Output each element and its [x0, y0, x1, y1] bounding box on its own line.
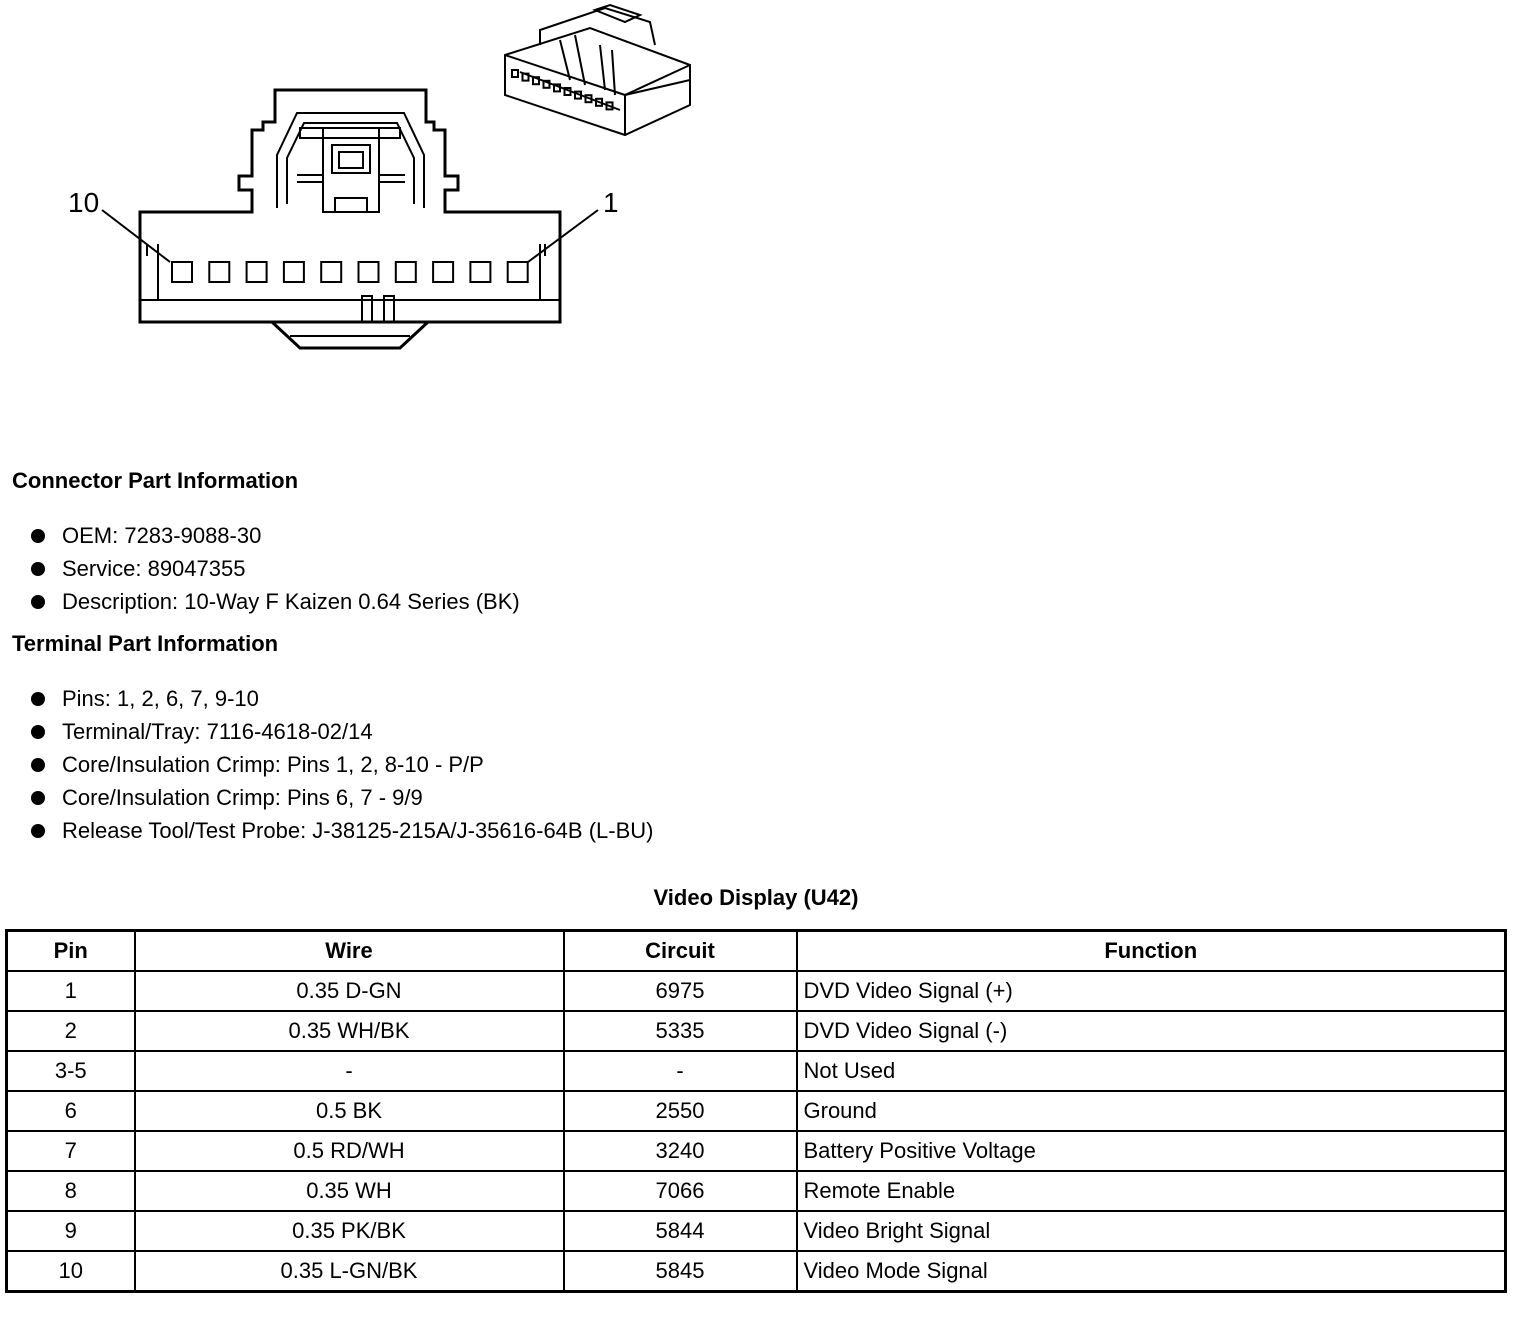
terminal-part-info-list [28, 682, 653, 847]
bullet-text: Core/Insulation Crimp: Pins 1, 2, 8-10 - P/P [62, 752, 484, 777]
cell-wire: 0.35 WH [135, 1171, 564, 1211]
bullet-item [28, 814, 653, 847]
column-header-pin: Pin [7, 931, 135, 972]
cell-circuit: 5335 [564, 1011, 797, 1051]
pin-cavity-7 [284, 262, 304, 282]
bullet-icon [31, 725, 45, 739]
bullet-text: OEM: 7283-9088-30 [62, 523, 262, 548]
table-row [7, 1091, 1506, 1131]
bullet-text: Pins: 1, 2, 6, 7, 9-10 [62, 686, 259, 711]
cell-circuit: 6975 [564, 971, 797, 1011]
pin-10-label: 10 [68, 187, 100, 218]
cell-function: Ground [797, 1091, 1506, 1131]
bullet-icon [31, 791, 45, 805]
bullet-item [28, 748, 653, 781]
pinout-table [5, 929, 1507, 1293]
bullet-item [28, 585, 520, 618]
pin-1-label: 1 [603, 187, 619, 218]
connector-part-info-list [28, 519, 520, 618]
cell-circuit: 5844 [564, 1211, 797, 1251]
cell-circuit: 7066 [564, 1171, 797, 1211]
cell-function: Remote Enable [797, 1171, 1506, 1211]
bullet-text: Description: 10-Way F Kaizen 0.64 Series (BK) [62, 589, 520, 614]
bullet-icon [31, 692, 45, 706]
cell-function: Not Used [797, 1051, 1506, 1091]
table-row [7, 1171, 1506, 1211]
table-header-row [7, 931, 1506, 972]
cell-wire: 0.5 RD/WH [135, 1131, 564, 1171]
pin-10-leader [102, 210, 170, 262]
cell-pin: 9 [7, 1211, 135, 1251]
pin-cavity-9 [209, 262, 229, 282]
bullet-icon [31, 824, 45, 838]
bullet-text: Terminal/Tray: 7116-4618-02/14 [62, 719, 373, 744]
cell-pin: 3-5 [7, 1051, 135, 1091]
pin-cavity-4 [396, 262, 416, 282]
bullet-icon [31, 758, 45, 772]
cell-wire: 0.35 PK/BK [135, 1211, 564, 1251]
cell-function: DVD Video Signal (-) [797, 1011, 1506, 1051]
cell-wire: - [135, 1051, 564, 1091]
table-row [7, 1211, 1506, 1251]
bullet-text: Service: 89047355 [62, 556, 246, 581]
bullet-item [28, 682, 653, 715]
bullet-icon [31, 529, 45, 543]
column-header-wire: Wire [135, 931, 564, 972]
bullet-item [28, 552, 520, 585]
cell-function: Video Mode Signal [797, 1251, 1506, 1292]
pin-cavity-3 [433, 262, 453, 282]
table-row [7, 971, 1506, 1011]
cell-pin: 10 [7, 1251, 135, 1292]
cell-pin: 2 [7, 1011, 135, 1051]
terminal-part-info-heading: Terminal Part Information [12, 631, 279, 656]
pin-cavity-8 [247, 262, 267, 282]
iso-slot [512, 70, 518, 77]
table-row [7, 1251, 1506, 1292]
bullet-item [28, 715, 653, 748]
table-row [7, 1011, 1506, 1051]
connector-3d-view [505, 5, 690, 135]
bullet-item [28, 781, 653, 814]
cell-wire: 0.5 BK [135, 1091, 564, 1131]
bullet-text: Core/Insulation Crimp: Pins 6, 7 - 9/9 [62, 785, 423, 810]
table-title: Video Display (U42) [653, 885, 859, 910]
connector-part-info-heading: Connector Part Information [12, 468, 299, 493]
bullet-text: Release Tool/Test Probe: J-38125-215A/J-35616-64B (L-BU) [62, 818, 654, 843]
pin-cavity-1 [508, 262, 528, 282]
cell-circuit: 3240 [564, 1131, 797, 1171]
bullet-icon [31, 595, 45, 609]
cell-circuit: 5845 [564, 1251, 797, 1292]
pin-cavity-5 [359, 262, 379, 282]
connector-inner-outline [158, 244, 540, 300]
cell-pin: 6 [7, 1091, 135, 1131]
pin-1-leader [528, 210, 598, 262]
cell-pin: 7 [7, 1131, 135, 1171]
table-row [7, 1131, 1506, 1171]
column-header-function: Function [797, 931, 1506, 972]
cell-function: Video Bright Signal [797, 1211, 1506, 1251]
bullet-icon [31, 562, 45, 576]
table-row [7, 1051, 1506, 1091]
cell-function: DVD Video Signal (+) [797, 971, 1506, 1011]
pin-cavity-10 [172, 262, 192, 282]
bullet-item [28, 519, 520, 552]
cell-wire: 0.35 L-GN/BK [135, 1251, 564, 1292]
column-header-circuit: Circuit [564, 931, 797, 972]
pin-cavity-2 [470, 262, 490, 282]
cell-wire: 0.35 D-GN [135, 971, 564, 1011]
cell-circuit: - [564, 1051, 797, 1091]
cell-wire: 0.35 WH/BK [135, 1011, 564, 1051]
cell-pin: 8 [7, 1171, 135, 1211]
cell-function: Battery Positive Voltage [797, 1131, 1506, 1171]
connector-face-outline [140, 90, 560, 322]
cell-circuit: 2550 [564, 1091, 797, 1131]
connector-diagram [0, 0, 760, 400]
pin-cavity-6 [321, 262, 341, 282]
cell-pin: 1 [7, 971, 135, 1011]
